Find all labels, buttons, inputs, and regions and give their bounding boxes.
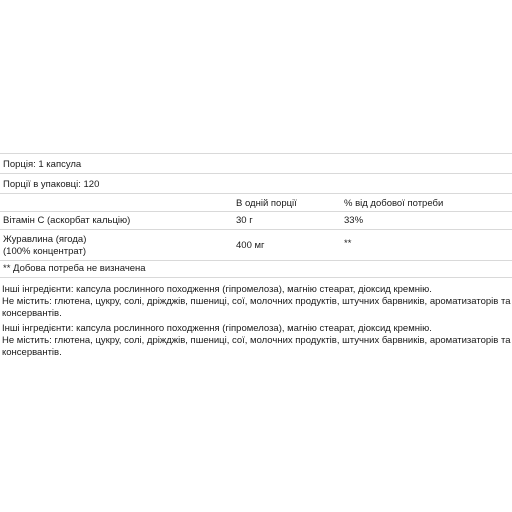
servings-per-container: Порції в упаковці: 120: [3, 179, 100, 190]
divider: [0, 260, 512, 261]
divider: [0, 277, 512, 278]
free-from-statement: Не містить: глютена, цукру, солі, дріжджів, пшениці, сої, молочних продуктів, штучних барвників, ароматизаторів та: [2, 296, 511, 307]
nutrient-daily-value: **: [344, 238, 352, 249]
nutrient-amount: 30 г: [236, 215, 253, 226]
footnote: ** Добова потреба не визначена: [3, 263, 146, 274]
other-ingredients: Інші інгредієнти: капсула рослинного походження (гіпромелоза), магнію стеарат, діоксид кремнію.: [2, 323, 432, 334]
nutrient-daily-value: 33%: [344, 215, 364, 226]
divider: [0, 153, 512, 154]
ingredients-block: [2, 284, 511, 320]
column-header-daily-value: % від добової потреби: [344, 198, 444, 209]
divider: [0, 211, 512, 212]
free-from-statement-continued: консервантів.: [2, 308, 62, 319]
serving-size: Порція: 1 капсула: [3, 159, 82, 170]
divider: [0, 229, 512, 230]
divider: [0, 173, 512, 174]
divider: [0, 193, 512, 194]
nutrient-name: Вітамін С (аскорбат кальцію): [3, 215, 131, 226]
free-from-statement-continued: консервантів.: [2, 347, 62, 358]
nutrient-name: Журавлина (ягода): [3, 234, 87, 245]
nutrient-name-detail: (100% концентрат): [3, 246, 86, 257]
nutrient-amount: 400 мг: [236, 240, 265, 251]
ingredients-block: [2, 323, 511, 359]
other-ingredients: Інші інгредієнти: капсула рослинного походження (гіпромелоза), магнію стеарат, діоксид кремнію.: [2, 284, 432, 295]
column-header-amount: В одній порції: [236, 198, 297, 209]
free-from-statement: Не містить: глютена, цукру, солі, дріжджів, пшениці, сої, молочних продуктів, штучних барвників, ароматизаторів та: [2, 335, 511, 346]
